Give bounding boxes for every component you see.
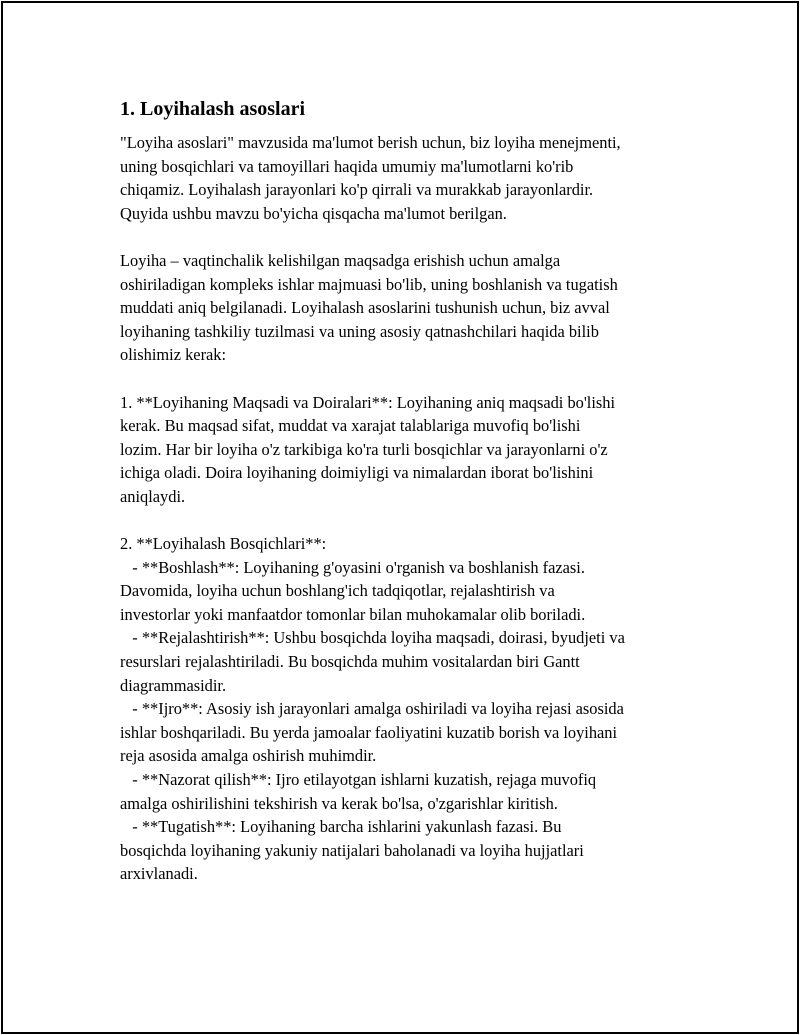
text-line: olishimiz kerak:	[120, 345, 227, 365]
text-line: aniqlaydi.	[120, 486, 186, 506]
text-line: loyihaning tashkiliy tuzilmasi va uning asosiy qatnashchilari haqida bilib	[120, 321, 599, 341]
text-line: Davomida, loyiha uchun boshlang'ich tadqiqotlar, rejalashtirish va	[120, 581, 555, 601]
text-line: oshiriladigan kompleks ishlar majmuasi bo'lib, uning boshlanish va tugatish	[120, 274, 618, 294]
text-line: reja asosida amalga oshirish muhimdir.	[120, 746, 377, 766]
text-line: - **Ijro**: Asosiy ish jarayonlari amalga oshiriladi va loyiha rejasi asosida	[120, 699, 624, 719]
document-page	[1, 1, 799, 1034]
text-line: amalga oshirilishini tekshirish va kerak bo'lsa, o'zgarishlar kiritish.	[120, 793, 558, 813]
text-line: "Loyiha asoslari" mavzusida ma'lumot berish uchun, biz loyiha menejmenti,	[120, 133, 621, 152]
text-line: ishlar boshqariladi. Bu yerda jamoalar faoliyatini kuzatib borish va loyihani	[120, 722, 618, 742]
text-line: Loyiha – vaqtinchalik kelishilgan maqsadga erishish uchun amalga	[120, 250, 561, 270]
text-line: resurslari rejalashtiriladi. Bu bosqichda muhim vositalardan biri Gantt	[120, 652, 580, 672]
text-line: - **Nazorat qilish**: Ijro etilayotgan ishlarni kuzatish, rejaga muvofiq	[120, 770, 597, 790]
text-line: - **Boshlash**: Loyihaning g'oyasini o'rganish va boshlanish fazasi.	[120, 557, 585, 577]
document-body	[120, 131, 700, 886]
paragraph	[120, 249, 700, 367]
text-line: Quyida ushbu mavzu bo'yicha qisqacha ma'lumot berilgan.	[120, 203, 507, 223]
text-line: 2. **Loyihalash Bosqichlari**:	[120, 534, 327, 554]
paragraph	[120, 131, 700, 225]
text-line: uning bosqichlari va tamoyillari haqida umumiy ma'lumotlarni ko'rib	[120, 156, 574, 176]
text-line: diagrammasidir.	[120, 675, 227, 695]
document-title: 1. Loyihalash asoslari	[120, 98, 306, 120]
paragraph	[120, 532, 700, 886]
text-line: chiqamiz. Loyihalash jarayonlari ko'p qirrali va murakkab jarayonlardir.	[120, 180, 594, 200]
text-line: muddati aniq belgilanadi. Loyihalash asoslarini tushunish uchun, biz avval	[120, 298, 610, 318]
text-line: lozim. Har bir loyiha o'z tarkibiga ko'ra turli bosqichlar va jarayonlarni o'z	[120, 439, 608, 459]
text-line: 1. **Loyihaning Maqsadi va Doiralari**: Loyihaning aniq maqsadi bo'lishi	[120, 392, 616, 412]
text-line: bosqichda loyihaning yakuniy natijalari baholanadi va loyiha hujjatlari	[120, 840, 584, 860]
paragraph	[120, 391, 700, 509]
text-line: arxivlanadi.	[120, 864, 198, 884]
text-line: investorlar yoki manfaatdor tomonlar bilan muhokamalar olib boriladi.	[120, 604, 586, 624]
text-line: - **Rejalashtirish**: Ushbu bosqichda loyiha maqsadi, doirasi, byudjeti va	[120, 628, 625, 648]
document-content	[120, 97, 700, 886]
text-line: ichiga oladi. Doira loyihaning doimiyligi va nimalardan iborat bo'lishini	[120, 463, 594, 483]
text-line: - **Tugatish**: Loyihaning barcha ishlarini yakunlash fazasi. Bu	[120, 817, 562, 837]
text-line: kerak. Bu maqsad sifat, muddat va xarajat talablariga muvofiq bo'lishi	[120, 416, 581, 436]
